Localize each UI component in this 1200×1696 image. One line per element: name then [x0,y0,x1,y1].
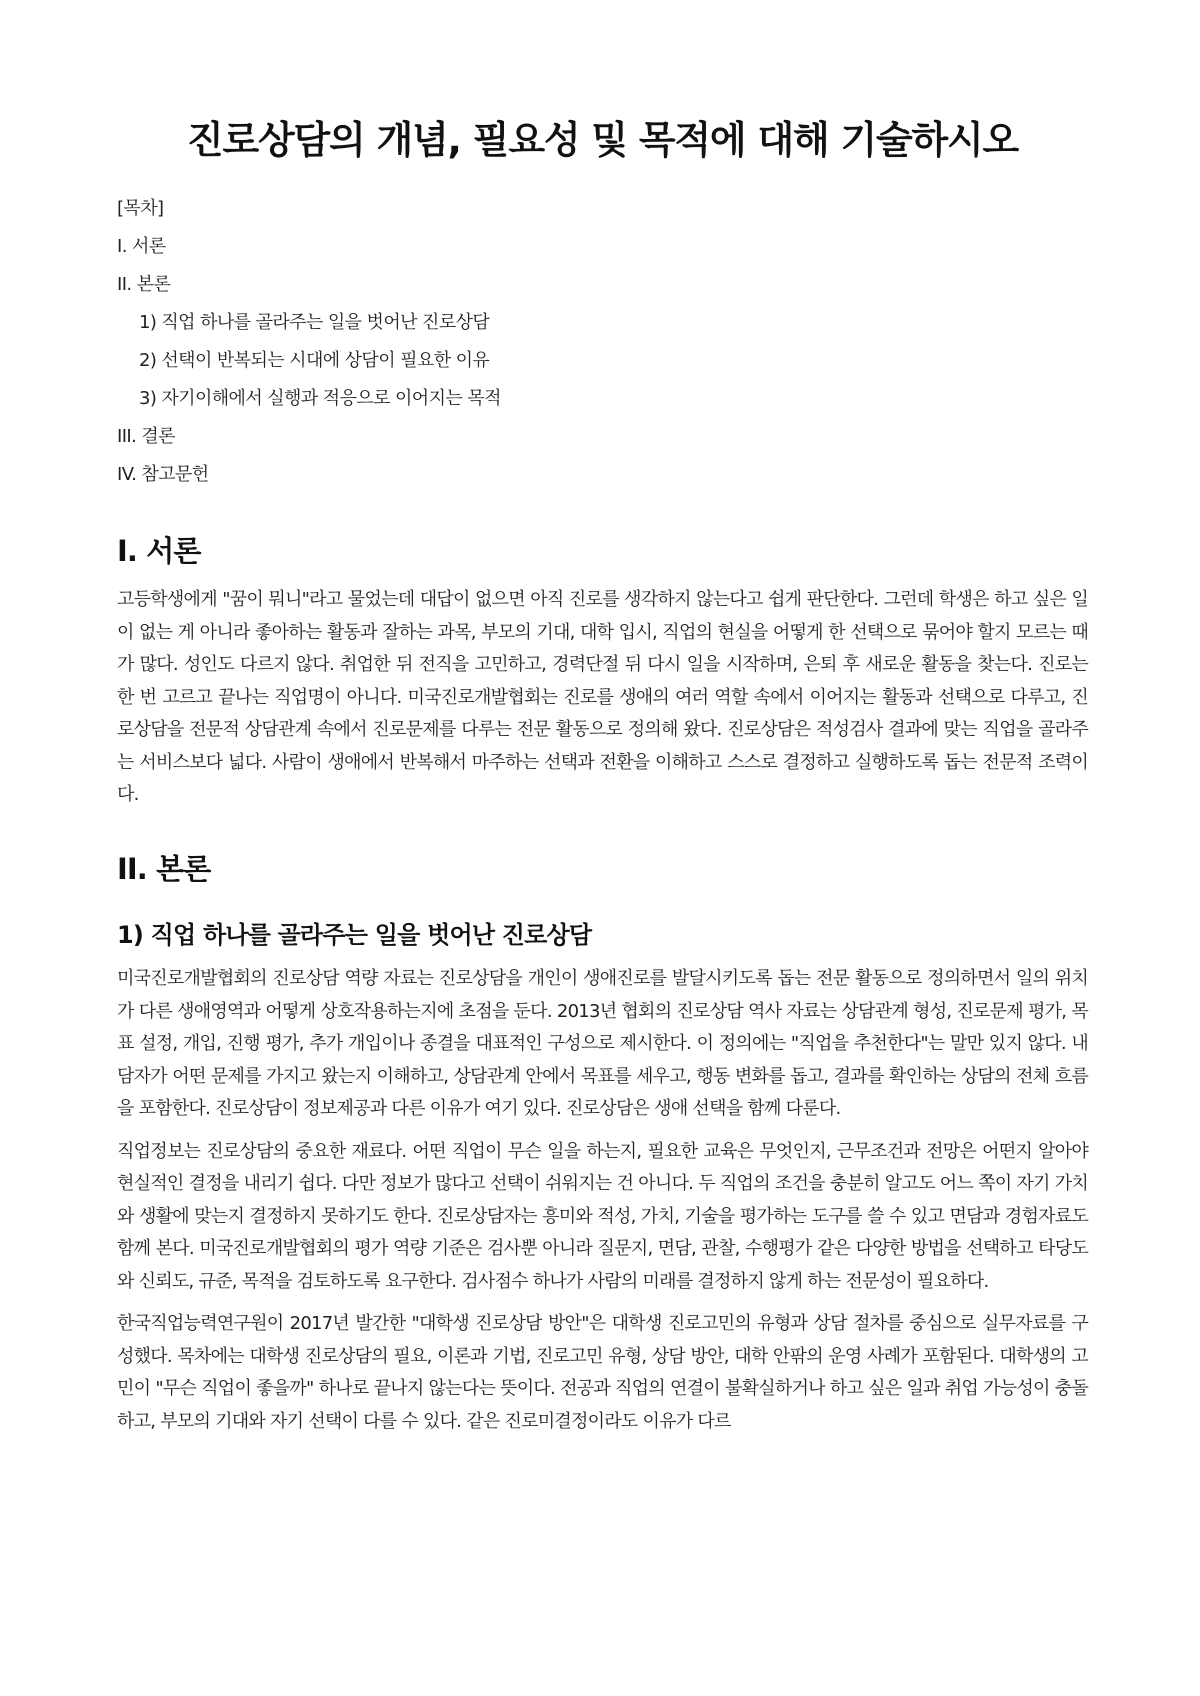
table-of-contents [117,190,1088,494]
body-subsection-1-paragraph-1: 미국진로개발협회의 진로상담 역량 자료는 진로상담을 개인이 생애진로를 발달시키도록 돕는 전문 활동으로 정의하면서 일의 위치가 다른 생애영역과 어떻게 상호작용하는지에 초점을 둔다. 2013년 협회의 진로상담 역사 자료는 상담관계 형성, 진로문제 평가, 목표 설정, 개입, 진행 평가, 추가 개입이나 종결을 대표적인 구성으로 제시한다. 이 정의에는 "직업을 추천한다"는 말만 있지 않다. 내담자가 어떤 문제를 가지고 왔는지 이해하고, 상담관계 안에서 목표를 세우고, 행동 변화를 돕고, 결과를 확인하는 상담의 전체 흐름을 포함한다. 진로상담이 정보제공과 다른 이유가 여기 있다. 진로상담은 생애 선택을 함께 다룬다. [117,968,1088,1120]
body-subsection-1-paragraph-3: 한국직업능력연구원이 2017년 발간한 "대학생 진로상담 방안"은 대학생 진로고민의 유형과 상담 절차를 중심으로 실무자료를 구성했다. 목차에는 대학생 진로상담의 필요, 이론과 기법, 진로고민 유형, 상담 방안, 대학 안팎의 운영 사례가 포함된다. 대학생의 고민이 "무슨 직업이 좋을까" 하나로 끝나지 않는다는 뜻이다. 전공과 직업의 연결이 불확실하거나 하고 싶은 일과 취업 가능성이 충돌하고, 부모의 기대와 자기 선택이 다를 수 있다. 같은 진로미결정이라도 이유가 다르 [117,1313,1088,1432]
introduction-section [117,534,1088,812]
toc-item-body-1: 1) 직업 하나를 골라주는 일을 벗어난 진로상담 [139,311,490,333]
body-heading: II. 본론 [117,851,211,886]
body-section [117,852,1088,1439]
body-subsection-1 [117,921,1088,1439]
toc-item-introduction: I. 서론 [117,235,166,257]
toc-item-body: II. 본론 [117,273,171,295]
document-title: 진로상담의 개념, 필요성 및 목적에 대해 기술하시오 [186,118,1019,162]
toc-item-conclusion: III. 결론 [117,425,175,447]
toc-item-body-3: 3) 자기이해에서 실행과 적응으로 이어지는 목적 [139,387,501,409]
introduction-heading: I. 서론 [117,533,201,568]
toc-item-references: IV. 참고문헌 [117,463,209,485]
toc-item-body-2: 2) 선택이 반복되는 시대에 상담이 필요한 이유 [139,349,490,371]
introduction-paragraph: 고등학생에게 "꿈이 뭐니"라고 물었는데 대답이 없으면 아직 진로를 생각하지 않는다고 쉽게 판단한다. 그런데 학생은 하고 싶은 일이 없는 게 아니라 좋아하는 활동과 잘하는 과목, 부모의 기대, 대학 입시, 직업의 현실을 어떻게 한 선택으로 묶어야 할지 모르는 때가 많다. 성인도 다르지 않다. 취업한 뒤 전직을 고민하고, 경력단절 뒤 다시 일을 시작하며, 은퇴 후 새로운 활동을 찾는다. 진로는 한 번 고르고 끝나는 직업명이 아니다. 미국진로개발협회는 진로를 생애의 여러 역할 속에서 이어지는 활동과 선택으로 다루고, 진로상담을 전문적 상담관계 속에서 진로문제를 다루는 전문 활동으로 정의해 왔다. 진로상담은 적성검사 결과에 맞는 직업을 골라주는 서비스보다 넓다. 사람이 생애에서 반복해서 마주하는 선택과 전환을 이해하고 스스로 결정하고 실행하도록 돕는 전문적 조력이다. [117,589,1088,806]
toc-heading: [목차] [117,197,164,219]
body-subsection-1-heading: 1) 직업 하나를 골라주는 일을 벗어난 진로상담 [117,920,592,949]
body-subsection-1-paragraph-2: 직업정보는 진로상담의 중요한 재료다. 어떤 직업이 무슨 일을 하는지, 필요한 교육은 무엇인지, 근무조건과 전망은 어떤지 알아야 현실적인 결정을 내리기 쉽다. 다만 정보가 많다고 선택이 쉬워지는 건 아니다. 두 직업의 조건을 충분히 알고도 어느 쪽이 자기 가치와 생활에 맞는지 결정하지 못하기도 한다. 진로상담자는 흥미와 적성, 가치, 기술을 평가하는 도구를 쓸 수 있고 면담과 경험자료도 함께 본다. 미국진로개발협회의 평가 역량 기준은 검사뿐 아니라 질문지, 면담, 관찰, 수행평가 같은 다양한 방법을 선택하고 타당도와 신뢰도, 규준, 목적을 검토하도록 요구한다. 검사점수 하나가 사람의 미래를 결정하지 않게 하는 전문성이 필요하다. [117,1140,1088,1292]
